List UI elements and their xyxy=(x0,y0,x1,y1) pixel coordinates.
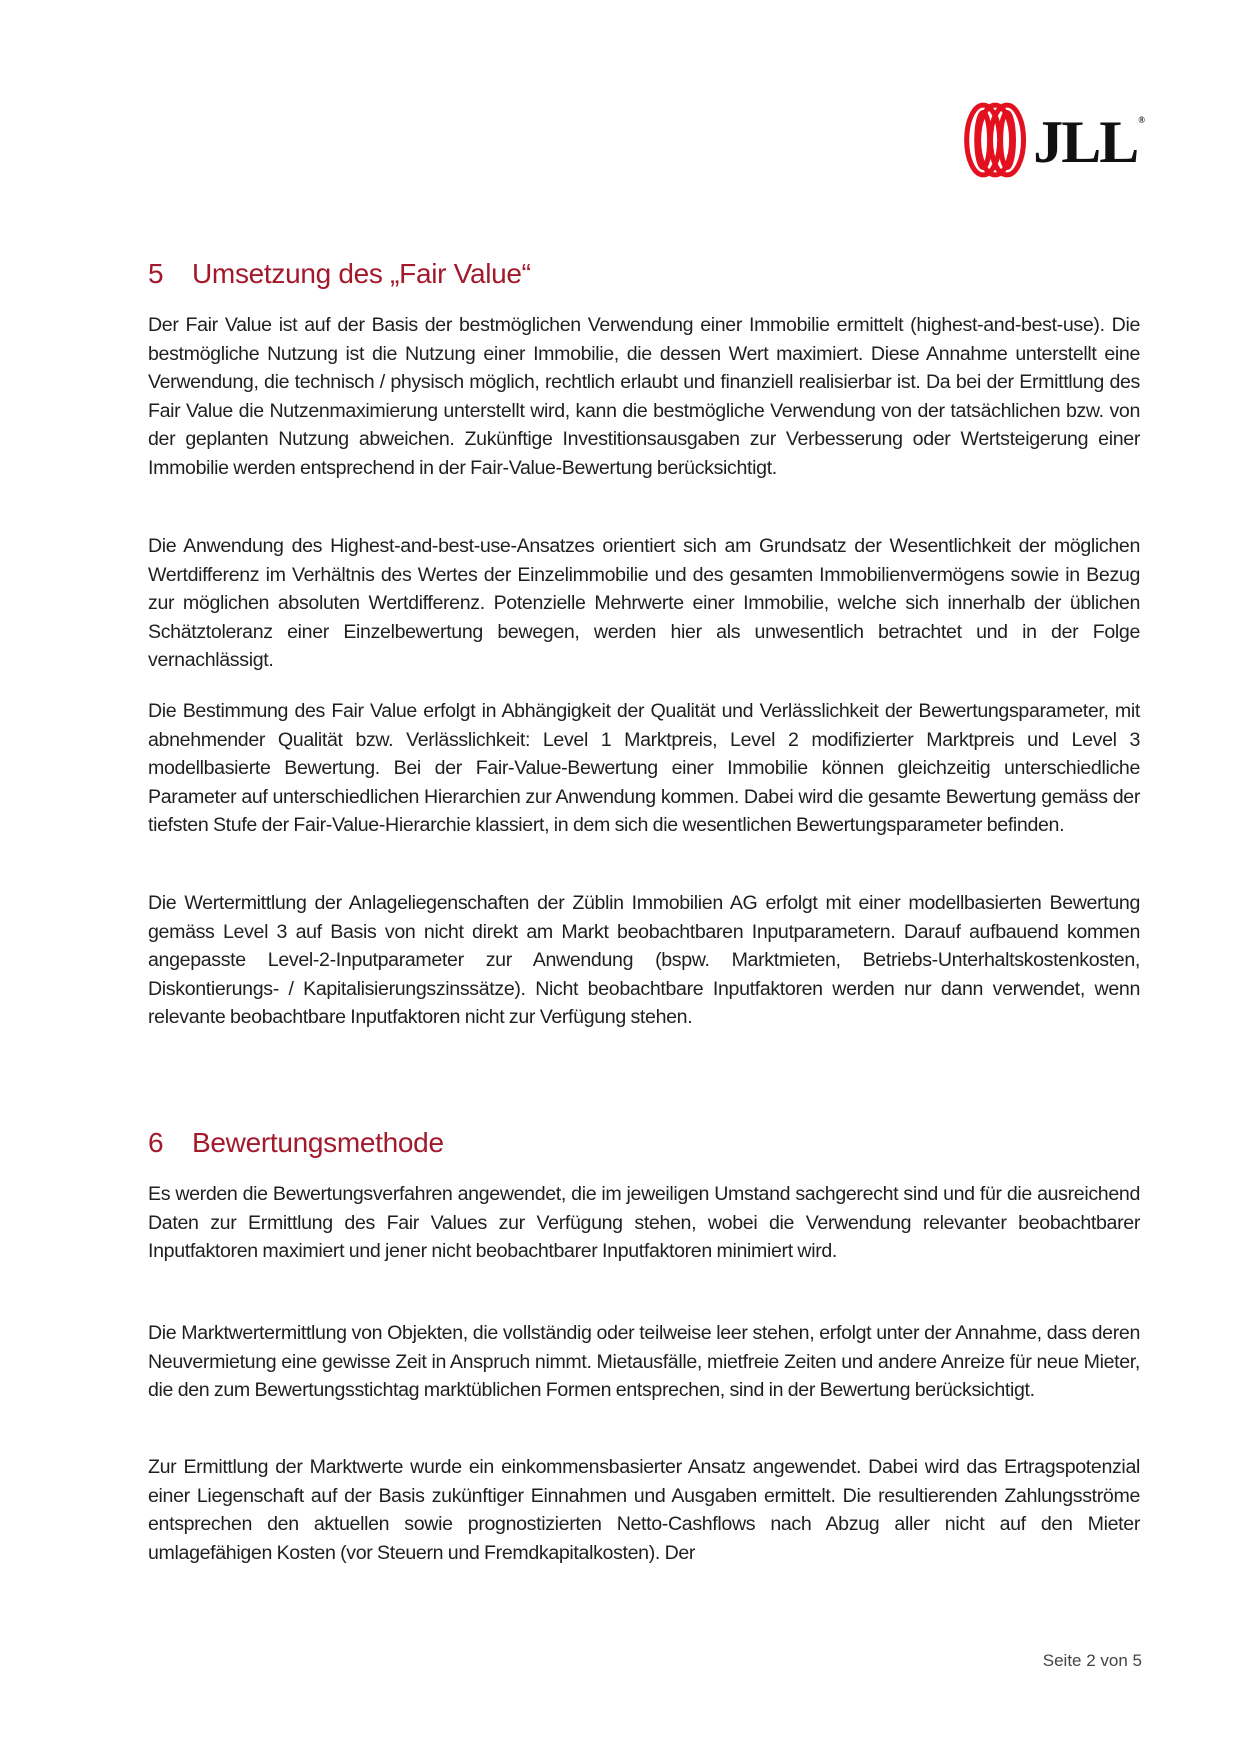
section-title: Bewertungsmethode xyxy=(192,1127,444,1158)
paragraph: Die Anwendung des Highest-and-best-use-Ansatzes orientiert sich am Grundsatz der Wesentlichkeit der möglichen Wertdifferenz im Verhältnis des Wertes der Einzelimmobilie und des gesamten Immobilienvermögens sowie in Bezug zur möglichen absoluten Wertdifferenz. Potenzielle Mehrwerte einer Immobilie, welche sich innerhalb der üblichen Schätztoleranz einer Einzelbewertung bewegen, werden hier als unwesentlich betrachtet und in der Folge vernachlässigt. xyxy=(148,535,1140,672)
section-number: 6 xyxy=(148,1127,164,1158)
section-heading-6 xyxy=(148,1127,444,1159)
paragraph: Die Bestimmung des Fair Value erfolgt in Abhängigkeit der Qualität und Verlässlichkeit der Bewertungsparameter, mit abnehmender Qualität bzw. Verlässlichkeit: Level 1 Marktpreis, Level 2 modifizierter Marktpreis und Level 3 modellbasierte Bewertung. Bei der Fair-Value-Bewertung einer Immobilie können gleichzeitig unterschiedliche Parameter auf unterschiedlichen Hierarchien zur Anwendung kommen. Dabei wird die gesamte Bewertung gemäss der tiefsten Stufe der Fair-Value-Hierarchie klassiert, in dem sich die wesentlichen Bewertungsparameter befinden. xyxy=(148,700,1140,837)
section-title: Umsetzung des „Fair Value“ xyxy=(192,258,531,289)
paragraph: Der Fair Value ist auf der Basis der bestmöglichen Verwendung einer Immobilie ermittelt (highest-and-best-use). Die bestmögliche Nutzung ist die Nutzung einer Immobilie, die dessen Wert maximiert. Diese Annahme unterstellt eine Verwendung, die technisch / physisch möglich, rechtlich erlaubt und finanziell realisierbar ist. Da bei der Ermittlung des Fair Value die Nutzenmaximierung unterstellt wird, kann die bestmögliche Verwendung von der tatsächlichen bzw. von der geplanten Nutzung abweichen. Zukünftige Investitionsausgaben zur Verbesserung oder Wertsteigerung einer Immobilie werden entsprechend in der Fair-Value-Bewertung berücksichtigt. xyxy=(148,314,1140,479)
jll-wordmark: JLL® xyxy=(1033,109,1143,175)
jll-helix-icon xyxy=(963,98,1027,182)
paragraph: Es werden die Bewertungsverfahren angewendet, die im jeweiligen Umstand sachgerecht sind und für die ausreichend Daten zur Ermittlung des Fair Values zur Verfügung stehen, wobei die Verwendung relevanter beobachtbarer Inputfaktoren maximiert und jener nicht beobachtbarer Inputfaktoren minimiert wird. xyxy=(148,1183,1140,1263)
section-heading-5 xyxy=(148,258,531,290)
paragraph: Die Marktwertermittlung von Objekten, die vollständig oder teilweise leer stehen, erfolgt unter der Annahme, dass deren Neuvermietung eine gewisse Zeit in Anspruch nimmt. Mietausfälle, mietfreie Zeiten und andere Anreize für neue Mieter, die den zum Bewertungsstichtag marktüblichen Formen entsprechen, sind in der Bewertung berücksichtigt. xyxy=(148,1322,1140,1402)
paragraph: Die Wertermittlung der Anlageliegenschaften der Züblin Immobilien AG erfolgt mit einer modellbasierten Bewertung gemäss Level 3 auf Basis von nicht direkt am Markt beobachtbaren Inputparametern. Darauf aufbauend kommen angepasste Level-2-Inputparameter zur Anwendung (bspw. Marktmieten, Betriebs-Unterhaltskostenkosten, Diskontierungs- / Kapitalisierungszinssätze). Nicht beobachtbare Inputfaktoren werden nur dann verwendet, wenn relevante beobachtbare Inputfaktoren nicht zur Verfügung stehen. xyxy=(148,892,1140,1029)
jll-logo xyxy=(963,98,1143,182)
paragraph: Zur Ermittlung der Marktwerte wurde ein einkommensbasierter Ansatz angewendet. Dabei wird das Ertragspotenzial einer Liegenschaft auf der Basis zukünftiger Einnahmen und Ausgaben ermittelt. Die resultierenden Zahlungsströme entsprechen den aktuellen sowie prognostizierten Netto-Cashflows nach Abzug aller nicht auf den Mieter umlagefähigen Kosten (vor Steuern und Fremdkapitalkosten). Der xyxy=(148,1456,1140,1564)
section-number: 5 xyxy=(148,258,164,289)
page-number: Seite 2 von 5 xyxy=(1042,1651,1142,1670)
